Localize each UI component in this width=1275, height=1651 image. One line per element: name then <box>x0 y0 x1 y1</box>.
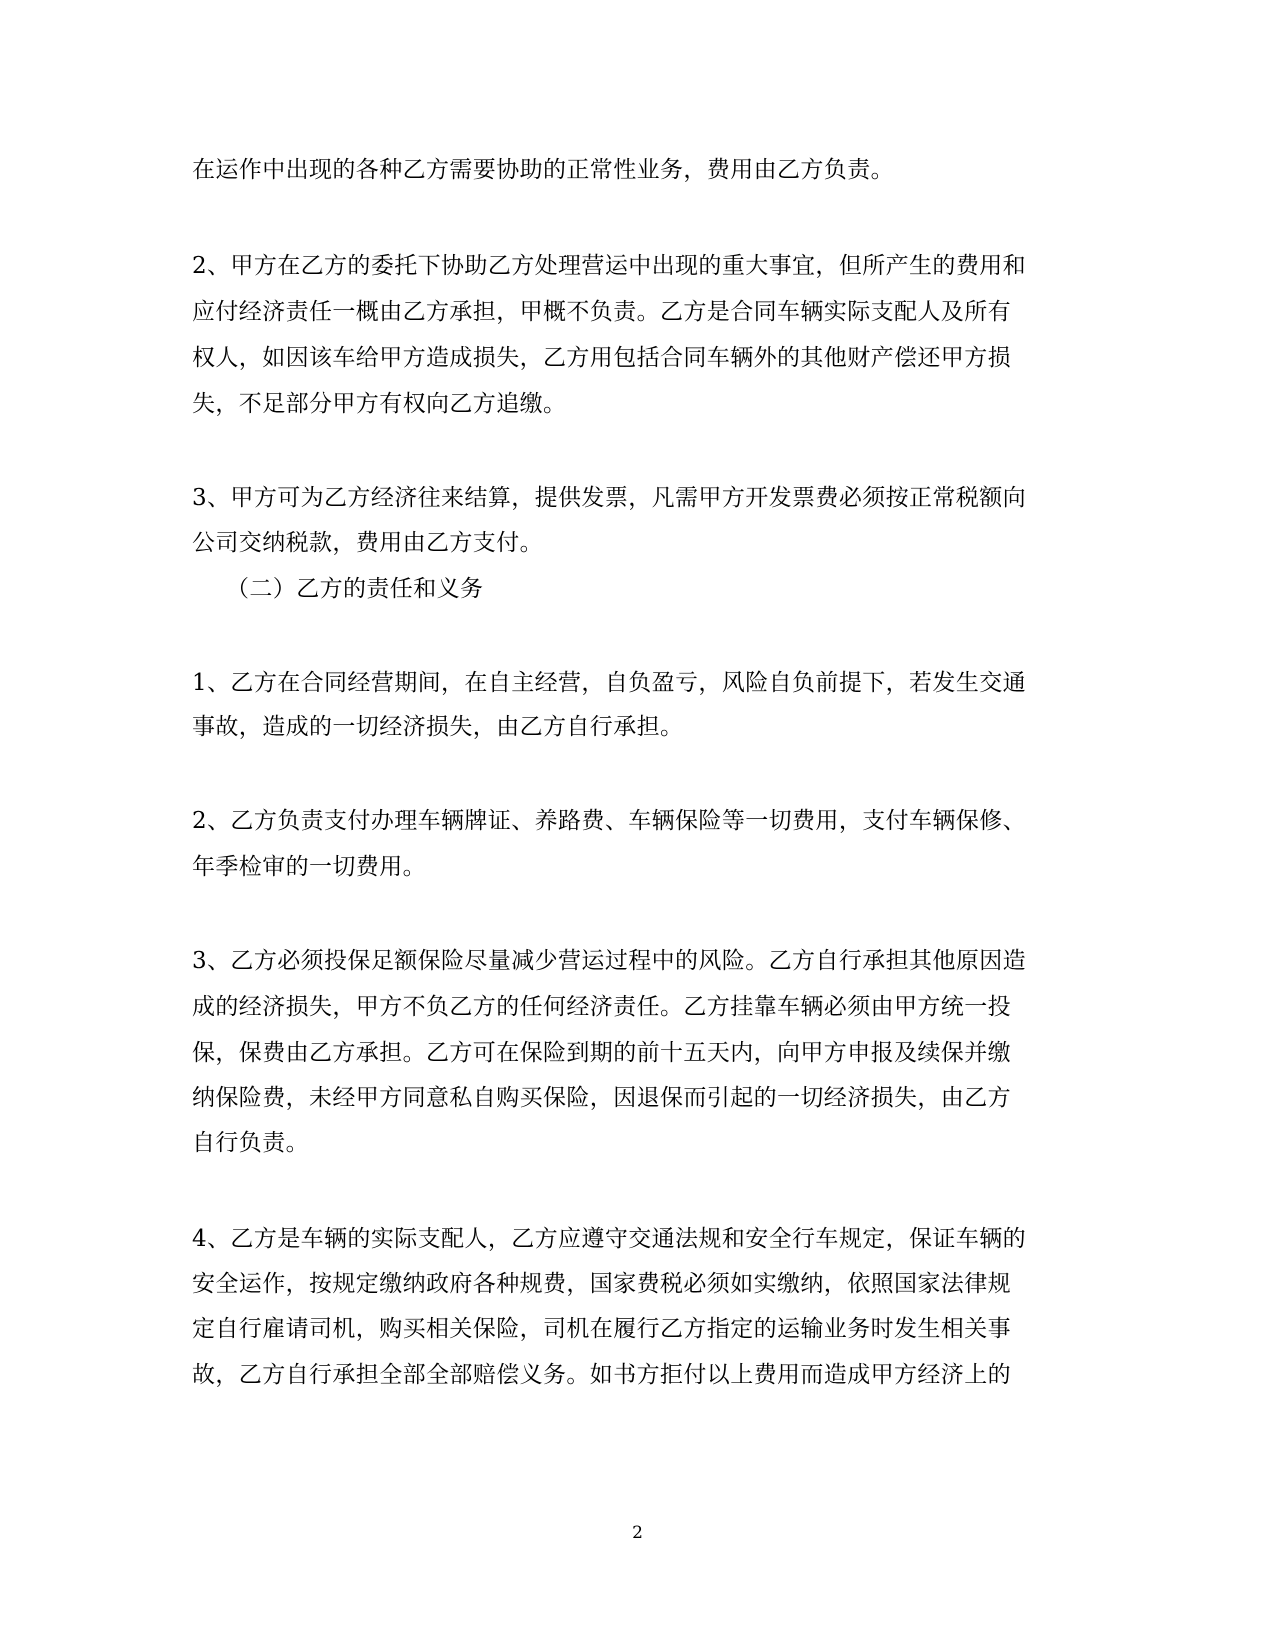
text-line: 4、乙方是车辆的实际支配人，乙方应遵守交通法规和安全行车规定，保证车辆的 <box>192 1226 1027 1252</box>
text-line: 3、乙方必须投保足额保险尽量减少营运过程中的风险。乙方自行承担其他原因造 <box>192 948 1027 974</box>
page-number: 2 <box>632 1523 643 1543</box>
text-line: 在运作中出现的各种乙方需要协助的正常性业务，费用由乙方负责。 <box>192 157 894 183</box>
text-line: 1、乙方在合同经营期间，在自主经营，自负盈亏，风险自负前提下，若发生交通 <box>192 670 1027 696</box>
text-line: 权人，如因该车给甲方造成损失，乙方用包括合同车辆外的其他财产偿还甲方损 <box>192 345 1011 371</box>
text-line: 失，不足部分甲方有权向乙方追缴。 <box>192 391 567 417</box>
text-line: 3、甲方可为乙方经济往来结算，提供发票，凡需甲方开发票费必须按正常税额向 <box>192 485 1027 511</box>
text-line: 纳保险费，未经甲方同意私自购买保险，因退保而引起的一切经济损失，由乙方 <box>192 1085 1011 1111</box>
text-line: 年季检审的一切费用。 <box>192 854 426 880</box>
text-line: 自行负责。 <box>192 1130 309 1156</box>
text-line: 故，乙方自行承担全部全部赔偿义务。如书方拒付以上费用而造成甲方经济上的 <box>192 1362 1011 1388</box>
section-heading: （二）乙方的责任和义务 <box>226 576 484 602</box>
text-line: 保，保费由乙方承担。乙方可在保险到期的前十五天内，向甲方申报及续保并缴 <box>192 1040 1011 1066</box>
text-line: 事故，造成的一切经济损失，由乙方自行承担。 <box>192 714 684 740</box>
text-line: 2、甲方在乙方的委托下协助乙方处理营运中出现的重大事宜，但所产生的费用和 <box>192 253 1027 279</box>
text-line: 安全运作，按规定缴纳政府各种规费，国家费税必须如实缴纳，依照国家法律规 <box>192 1271 1011 1297</box>
text-line: 公司交纳税款，费用由乙方支付。 <box>192 530 543 556</box>
text-line: 定自行雇请司机，购买相关保险，司机在履行乙方指定的运输业务时发生相关事 <box>192 1316 1011 1342</box>
text-line: 应付经济责任一概由乙方承担，甲概不负责。乙方是合同车辆实际支配人及所有 <box>192 299 1011 325</box>
text-line: 成的经济损失，甲方不负乙方的任何经济责任。乙方挂靠车辆必须由甲方统一投 <box>192 994 1011 1020</box>
text-line: 2、乙方负责支付办理车辆牌证、养路费、车辆保险等一切费用，支付车辆保修、 <box>192 808 1027 834</box>
